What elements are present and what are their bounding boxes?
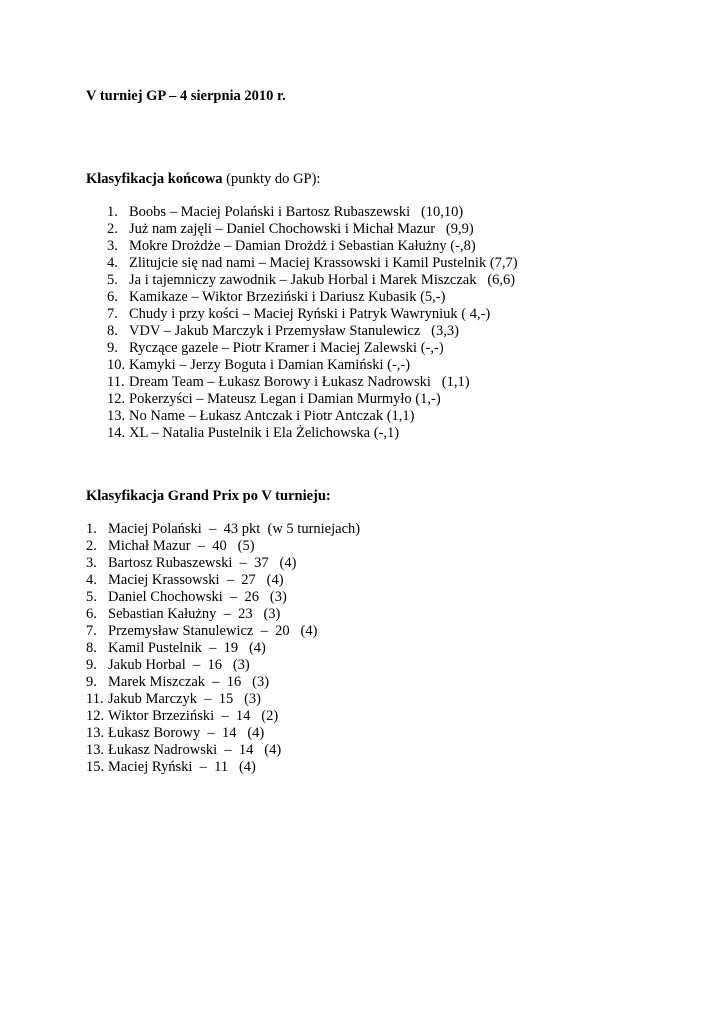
item-text: Kamikaze – Wiktor Brzeziński i Dariusz Kubasik (5,-) bbox=[129, 289, 446, 305]
final-classification-heading bbox=[86, 171, 320, 188]
item-text: Michał Mazur – 40 (5) bbox=[108, 538, 255, 554]
item-text: Maciej Ryński – 11 (4) bbox=[108, 759, 256, 775]
item-number: 9. bbox=[107, 340, 118, 356]
item-text: Boobs – Maciej Polański i Bartosz Rubaszewski (10,10) bbox=[129, 204, 464, 220]
item-number: 9. bbox=[86, 674, 97, 690]
item-text: Maciej Krassowski – 27 (4) bbox=[108, 572, 284, 588]
item-text: Łukasz Nadrowski – 14 (4) bbox=[108, 742, 282, 758]
item-text: Już nam zajęli – Daniel Chochowski i Michał Mazur (9,9) bbox=[129, 221, 474, 237]
item-text: No Name – Łukasz Antczak i Piotr Antczak (1,1) bbox=[129, 408, 415, 424]
item-number: 6. bbox=[107, 289, 118, 305]
item-number: 5. bbox=[86, 589, 97, 605]
item-number: 14. bbox=[107, 425, 126, 441]
item-number: 9. bbox=[86, 657, 97, 673]
page-title: V turniej GP – 4 sierpnia 2010 r. bbox=[86, 88, 286, 104]
item-number: 3. bbox=[86, 555, 97, 571]
item-number: 4. bbox=[86, 572, 97, 588]
item-number: 13. bbox=[86, 725, 105, 741]
item-text: Zlitujcie się nad nami – Maciej Krassowski i Kamil Pustelnik (7,7) bbox=[129, 255, 518, 271]
item-text: Bartosz Rubaszewski – 37 (4) bbox=[108, 555, 297, 571]
item-number: 11. bbox=[107, 374, 125, 390]
item-text: Ryczące gazele – Piotr Kramer i Maciej Zalewski (-,-) bbox=[129, 340, 444, 356]
item-text: Mokre Drożdże – Damian Drożdż i Sebastian Kałużny (-,8) bbox=[129, 238, 476, 254]
item-text: Kamyki – Jerzy Boguta i Damian Kamiński (-,-) bbox=[129, 357, 411, 373]
item-number: 8. bbox=[86, 640, 97, 656]
item-text: Wiktor Brzeziński – 14 (2) bbox=[108, 708, 279, 724]
item-number: 3. bbox=[107, 238, 118, 254]
item-number: 2. bbox=[107, 221, 118, 237]
item-number: 4. bbox=[107, 255, 118, 271]
item-text: Jakub Horbal – 16 (3) bbox=[108, 657, 250, 673]
item-text: Chudy i przy kości – Maciej Ryński i Patryk Wawryniuk ( 4,-) bbox=[129, 306, 491, 322]
item-text: Maciej Polański – 43 pkt (w 5 turniejach) bbox=[108, 521, 361, 537]
item-number: 15. bbox=[86, 759, 105, 775]
item-text: Marek Miszczak – 16 (3) bbox=[108, 674, 270, 690]
item-text: Dream Team – Łukasz Borowy i Łukasz Nadrowski (1,1) bbox=[129, 374, 470, 390]
item-text: XL – Natalia Pustelnik i Ela Żelichowska (-,1) bbox=[129, 425, 400, 441]
item-number: 1. bbox=[107, 204, 118, 220]
grand-prix-heading bbox=[86, 488, 331, 505]
item-number: 11. bbox=[86, 691, 104, 707]
item-number: 7. bbox=[107, 306, 118, 322]
gp-heading-bold: Klasyfikacja Grand Prix po V turnieju: bbox=[86, 488, 331, 504]
item-number: 12. bbox=[107, 391, 126, 407]
item-text: Pokerzyści – Mateusz Legan i Damian Murmyło (1,-) bbox=[129, 391, 441, 407]
item-number: 6. bbox=[86, 606, 97, 622]
item-number: 10. bbox=[107, 357, 126, 373]
item-text: Ja i tajemniczy zawodnik – Jakub Horbal i Marek Miszczak (6,6) bbox=[129, 272, 516, 288]
item-number: 1. bbox=[86, 521, 97, 537]
item-number: 2. bbox=[86, 538, 97, 554]
item-number: 8. bbox=[107, 323, 118, 339]
item-text: Przemysław Stanulewicz – 20 (4) bbox=[108, 623, 318, 639]
item-text: Daniel Chochowski – 26 (3) bbox=[108, 589, 287, 605]
final-heading-bold: Klasyfikacja końcowa bbox=[86, 171, 223, 187]
final-heading-rest: (punkty do GP): bbox=[222, 171, 321, 187]
item-number: 12. bbox=[86, 708, 105, 724]
item-text: Jakub Marczyk – 15 (3) bbox=[108, 691, 262, 707]
item-text: Kamil Pustelnik – 19 (4) bbox=[108, 640, 266, 656]
item-number: 13. bbox=[107, 408, 126, 424]
item-number: 13. bbox=[86, 742, 105, 758]
item-number: 5. bbox=[107, 272, 118, 288]
item-text: VDV – Jakub Marczyk i Przemysław Stanulewicz (3,3) bbox=[129, 323, 459, 339]
item-text: Łukasz Borowy – 14 (4) bbox=[108, 725, 265, 741]
item-number: 7. bbox=[86, 623, 97, 639]
item-text: Sebastian Kałużny – 23 (3) bbox=[108, 606, 281, 622]
